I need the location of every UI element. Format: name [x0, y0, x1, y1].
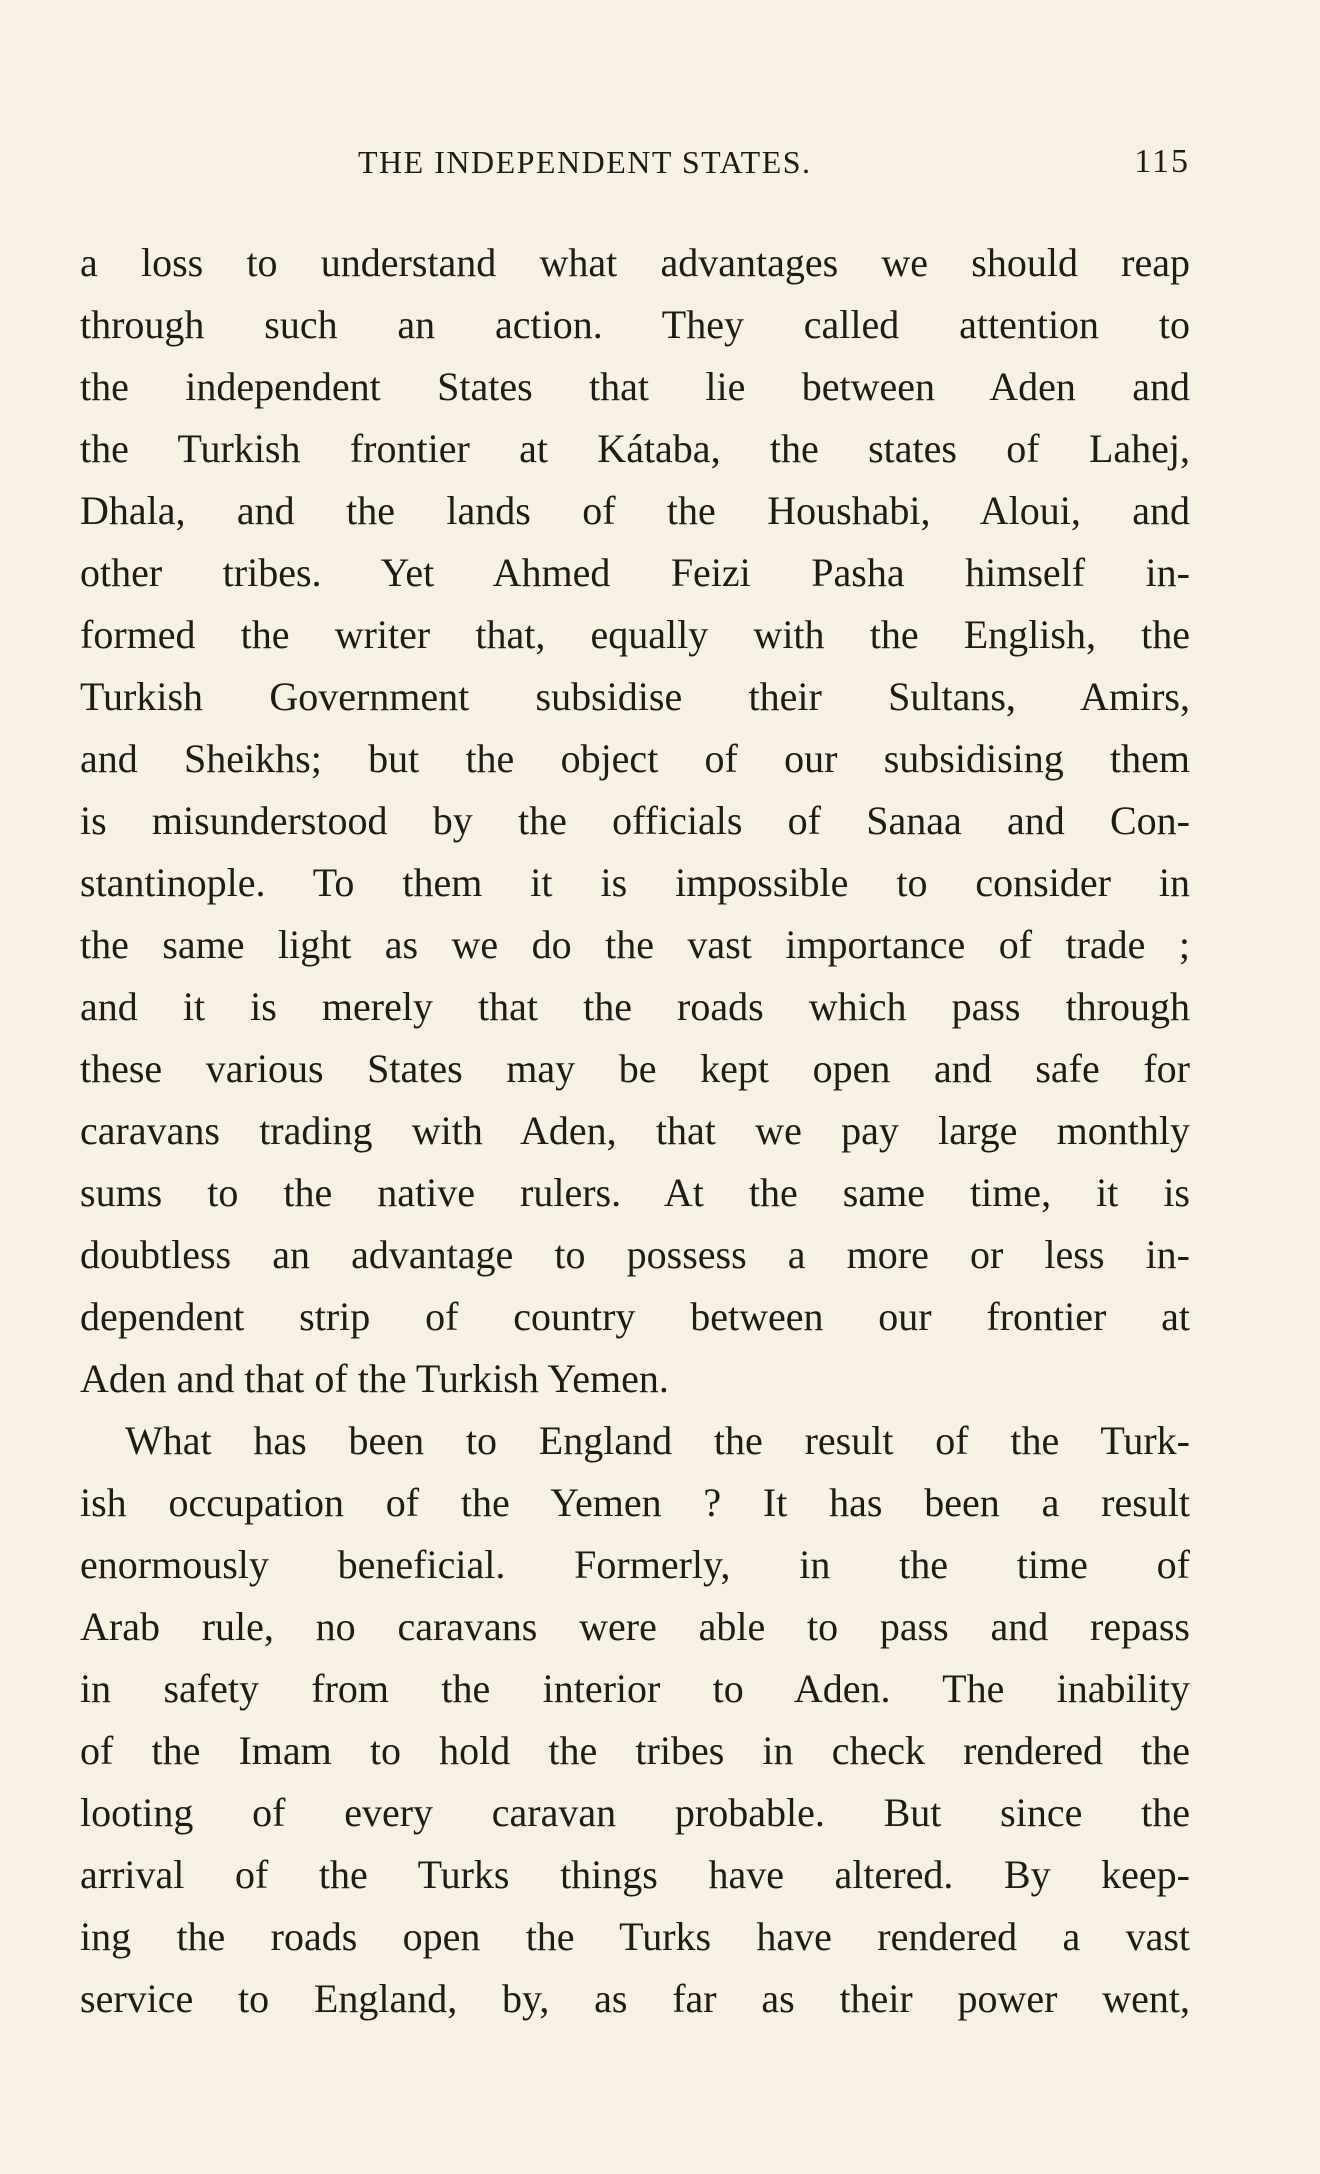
text-line: stantinople. To them it is impossible to consider in: [80, 860, 1190, 905]
text-line: other tribes. Yet Ahmed Feizi Pasha himself in-: [80, 550, 1190, 595]
text-line: Dhala, and the lands of the Houshabi, Aloui, and: [80, 488, 1190, 533]
text-line: the independent States that lie between Aden and: [80, 364, 1190, 409]
text-line: formed the writer that, equally with the English, the: [80, 612, 1190, 657]
text-line: a loss to understand what advantages we should reap: [80, 240, 1190, 285]
text-line: dependent strip of country between our frontier at: [80, 1294, 1190, 1339]
text-line: Arab rule, no caravans were able to pass and repass: [80, 1604, 1190, 1649]
text-line: sums to the native rulers. At the same time, it is: [80, 1170, 1190, 1215]
running-title: THE INDEPENDENT STATES.: [358, 144, 812, 180]
text-line: and it is merely that the roads which pass through: [80, 984, 1190, 1029]
page-number: 115: [1134, 143, 1190, 180]
text-line: through such an action. They called attention to: [80, 302, 1190, 347]
text-line: enormously beneficial. Formerly, in the time of: [80, 1542, 1190, 1587]
paragraph-end-line: Aden and that of the Turkish Yemen.: [80, 1356, 669, 1401]
text-line: ish occupation of the Yemen ? It has been a result: [80, 1480, 1190, 1525]
text-line: in safety from the interior to Aden. The inability: [80, 1666, 1190, 1711]
text-line: and Sheikhs; but the object of our subsidising them: [80, 736, 1190, 781]
text-line: these various States may be kept open and safe for: [80, 1046, 1190, 1091]
text-line: service to England, by, as far as their power went,: [80, 1976, 1190, 2021]
body-text: [80, 232, 1190, 2030]
text-line: ing the roads open the Turks have rendered a vast: [80, 1914, 1190, 1959]
text-line: of the Imam to hold the tribes in check rendered the: [80, 1728, 1190, 1773]
text-line: is misunderstood by the officials of Sanaa and Con-: [80, 798, 1190, 843]
text-line: arrival of the Turks things have altered. By keep-: [80, 1852, 1190, 1897]
paragraph-start-line: What has been to England the result of the Turk-: [125, 1418, 1190, 1463]
text-line: the Turkish frontier at Kátaba, the states of Lahej,: [80, 426, 1190, 471]
text-line: the same light as we do the vast importance of trade ;: [80, 922, 1190, 967]
text-line: doubtless an advantage to possess a more or less in-: [80, 1232, 1190, 1277]
text-line: looting of every caravan probable. But since the: [80, 1790, 1190, 1835]
text-line: Turkish Government subsidise their Sultans, Amirs,: [80, 674, 1190, 719]
text-line: caravans trading with Aden, that we pay large monthly: [80, 1108, 1190, 1153]
running-head: [80, 140, 1190, 190]
